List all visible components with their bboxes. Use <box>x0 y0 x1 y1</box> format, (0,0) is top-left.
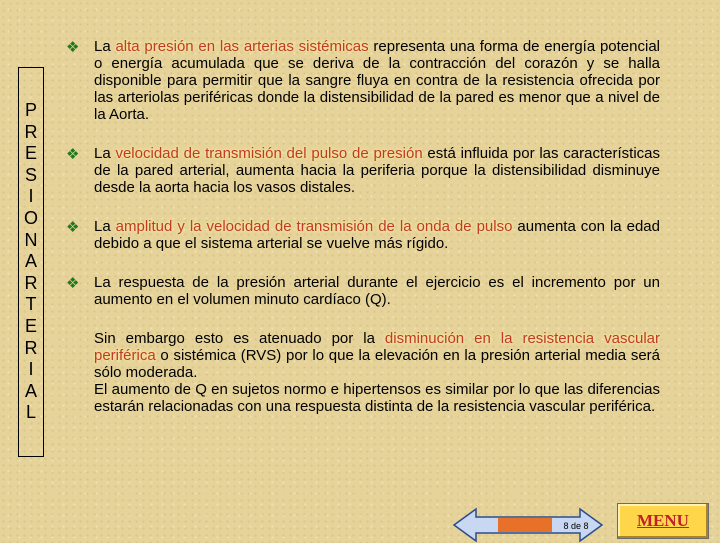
title-letter: E <box>24 315 37 336</box>
bullet-text: La amplitud y la velocidad de transmisión de la onda de pulso aumenta con la edad debido a que el sistema arterial se vuelve más rígido. <box>94 218 660 252</box>
menu-button[interactable]: MENU <box>617 503 709 539</box>
title-letter: N <box>24 229 38 250</box>
bullet-item <box>66 38 660 123</box>
highlight-phrase: alta presión en las arterias sistémicas <box>115 38 369 55</box>
title-letter: P <box>24 100 37 121</box>
title-letter: R <box>24 121 38 142</box>
vertical-title <box>18 67 44 457</box>
bullet-text: La respuesta de la presión arterial durante el ejercicio es el incremento por un aumento en el volumen minuto cardíaco (Q). <box>94 274 660 308</box>
title-letter: O <box>23 208 38 229</box>
highlight-phrase: disminución en la resistencia vascular periférica <box>94 330 660 364</box>
title-letter: S <box>24 164 37 185</box>
title-letter: A <box>24 251 37 272</box>
title-letter: R <box>24 337 38 358</box>
title-letter: T <box>25 294 37 315</box>
title-letter: R <box>24 272 38 293</box>
paragraph-text: El aumento de Q en sujetos normo e hipertensos es similar por lo que las diferencias estarán relacionadas con una respuesta distinta de la resistencia vascular periférica. <box>94 381 660 415</box>
bullet-item <box>66 145 660 196</box>
highlight-phrase: velocidad de transmisión del pulso de presión <box>115 145 423 162</box>
title-letter: I <box>28 359 34 380</box>
page-counter: 8 de 8 <box>563 521 589 531</box>
highlight-phrase: amplitud y la velocidad de transmisión de la onda de pulso <box>115 218 513 235</box>
title-letter: L <box>25 402 36 423</box>
bullet-item <box>66 274 660 308</box>
bullet-item <box>66 218 660 252</box>
final-paragraph <box>66 330 660 415</box>
diamond-bullet-icon: ❖ <box>66 219 80 236</box>
slide-content <box>66 38 660 415</box>
title-letter: I <box>28 186 34 207</box>
bullet-text: La alta presión en las arterias sistémicas representa una forma de energía potencial o energía acumulada que se deriva de la contracción del corazón y se halla disponible para permitir que la sangre fluya en contra de la resistencia ofrecida por las arteriolas periféricas donde la distensibilidad de la pared es menor que a nivel de la Aorta. <box>94 38 660 123</box>
diamond-bullet-icon: ❖ <box>66 275 80 292</box>
title-letter: A <box>24 380 37 401</box>
title-letter: E <box>24 143 37 164</box>
diamond-bullet-icon: ❖ <box>66 146 80 163</box>
bullet-text: La velocidad de transmisión del pulso de presión está influida por las características de la pared arterial, aumenta hacia la periferia porque la distensibilidad disminuye desde la aorta hacia los vasos distales. <box>94 145 660 196</box>
diamond-bullet-icon: ❖ <box>66 39 80 56</box>
paragraph-text: Sin embargo esto es atenuado por la disminución en la resistencia vascular periférica o sistémica (RVS) por lo que la elevación en la presión arterial media será sólo moderada. <box>94 330 660 381</box>
